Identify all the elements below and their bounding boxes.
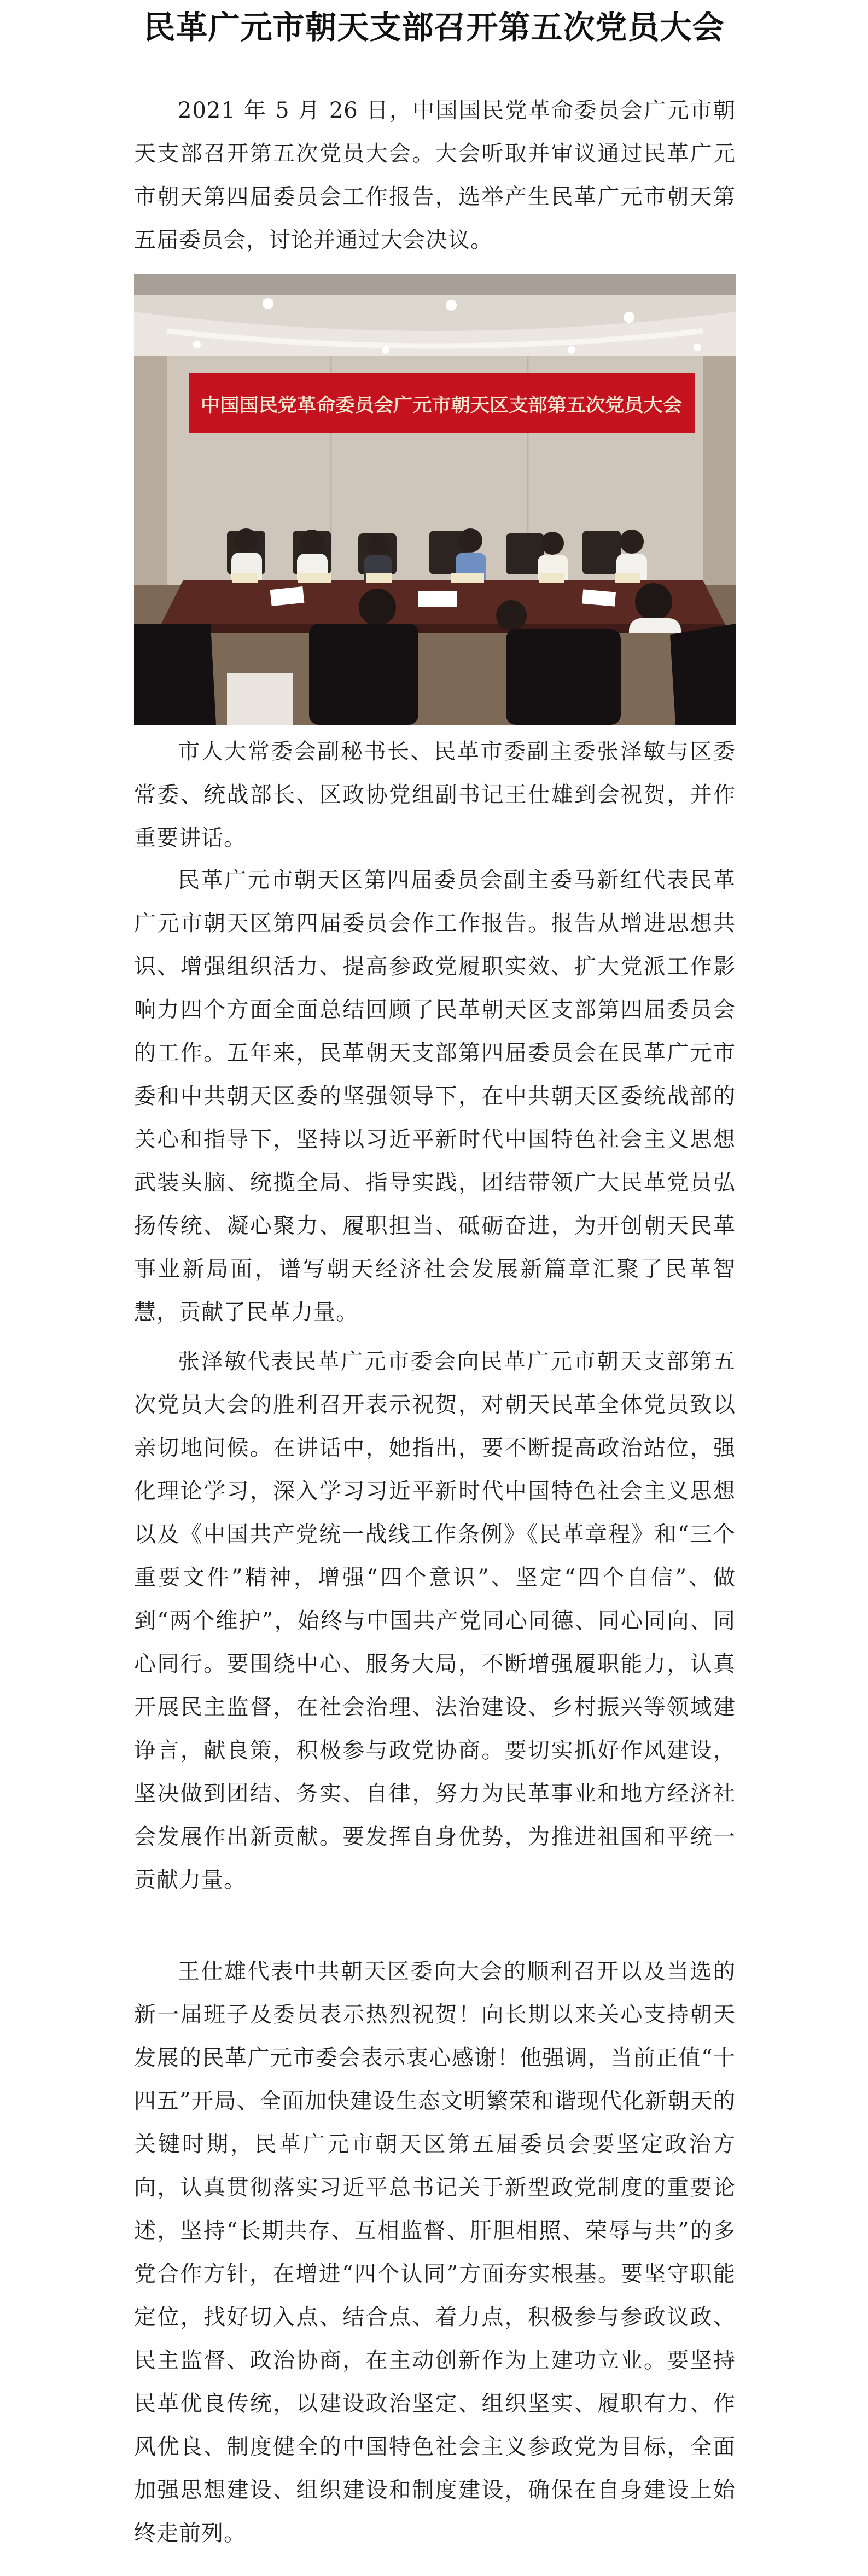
meeting-photo (134, 274, 736, 725)
article-title: 民革广元市朝天支部召开第五次党员大会 (143, 9, 725, 46)
article-paragraph-4: 张泽敏代表民革广元市委会向民革广元市朝天支部第五次党员大会的胜利召开表示祝贺，对朝天民革全体党员致以亲切地问候。在讲话中，她指出，要不断提高政治站位，强化理论学习，深入学习习近平新时代中国特色社会主义思想以及《中国共产党统一战线工作条例》《民革章程》和“三个重要文件”精神，增强“四个意识”、坚定“四个自信”、做到“两个维护”，始终与中国共产党同心同德、同心同向、同心同行。要围绕中心、服务大局，不断增强履职能力，认真开展民主监督，在社会治理、法治建设、乡村振兴等领域建诤言，献良策，积极参与政党协商。要切实抓好作风建设，坚决做到团结、务实、自律，努力为民革事业和地方经济社会发展作出新贡献。要发挥自身优势，为推进祖国和平统一贡献力量。 (134, 1349, 736, 1893)
article-paragraph-1: 2021 年 5 月 26 日，中国国民党革命委员会广元市朝天支部召开第五次党员大会。大会听取并审议通过民革广元市朝天第四届委员会工作报告，选举产生民革广元市朝天第五届委员会，讨论并通过大会决议。 (134, 98, 736, 253)
article-paragraph-5: 王仕雄代表中共朝天区委向大会的顺利召开以及当选的新一届班子及委员表示热烈祝贺！向长期以来关心支持朝天发展的民革广元市委会表示衷心感谢！他强调，当前正值“十四五”开局、全面加快建设生态文明繁荣和谐现代化新朝天的关键时期，民革广元市朝天区第五届委员会要坚定政治方向，认真贯彻落实习近平总书记关于新型政党制度的重要论述，坚持“长期共存、互相监督、肝胆相照、荣辱与共”的多党合作方针，在增进“四个认同”方面夯实根基。要坚守职能定位，找好切入点、结合点、着力点，积极参与参政议政、民主监督、政治协商，在主动创新作为上建功立业。要坚持民革优良传统，以建设政治坚定、组织坚实、履职有力、作风优良、制度健全的中国特色社会主义参政党为目标，全面加强思想建设、组织建设和制度建设，确保在自身建设上始终走前列。 (134, 1959, 736, 2546)
article-paragraph-2: 市人大常委会副秘书长、民革市委副主委张泽敏与区委常委、统战部长、区政协党组副书记王仕雄到会祝贺，并作重要讲话。 (134, 739, 736, 851)
banner-text: 中国国民党革命委员会广元市朝天区支部第五次党员大会 (201, 394, 682, 416)
meeting-photo-illustration (134, 274, 736, 725)
article-paragraph-3: 民革广元市朝天区第四届委员会副主委马新红代表民革广元市朝天区第四届委员会作工作报告。报告从增进思想共识、增强组织活力、提高参政党履职实效、扩大党派工作影响力四个方面全面总结回顾了民革朝天区支部第四届委员会的工作。五年来，民革朝天支部第四届委员会在民革广元市委和中共朝天区委的坚强领导下，在中共朝天区委统战部的关心和指导下，坚持以习近平新时代中国特色社会主义思想武装头脑、统揽全局、指导实践，团结带领广大民革党员弘扬传统、凝心聚力、履职担当、砥砺奋进，为开创朝天民革事业新局面，谱写朝天经济社会发展新篇章汇聚了民革智慧，贡献了民革力量。 (134, 868, 736, 1325)
